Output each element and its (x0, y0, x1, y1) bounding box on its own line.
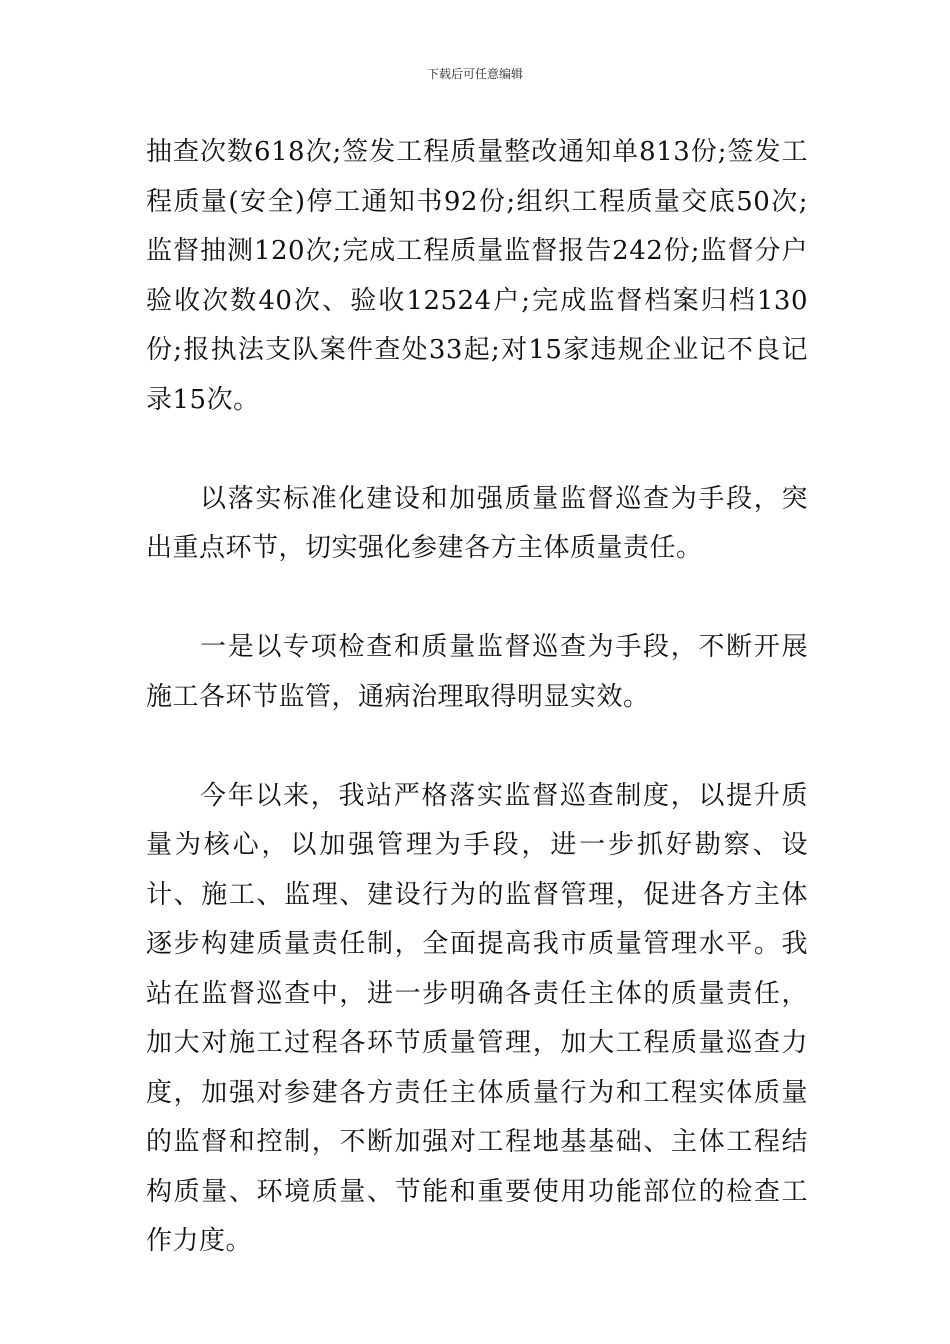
paragraph-supervision-patrol: 今年以来，我站严格落实监督巡查制度，以提升质量为核心，以加强管理为手段，进一步抓好勘察、设计、施工、监理、建设行为的监督管理，促进各方主体逐步构建质量责任制，全面提高我市质量管理水平。我站在监督巡查中，进一步明确各责任主体的质量责任，加大对施工过程各环节质量管理，加大工程质量巡查力度，加强对参建各方责任主体质量行为和工程实体质量的监督和控制，不断加强对工程地基基础、主体工程结构质量、环境质量、节能和重要使用功能部位的检查工作力度。 (146, 780, 808, 1256)
paragraph-statistics: 抽查次数618次;签发工程质量整改通知单813份;签发工程质量(安全)停工通知书92份;组织工程质量交底50次;监督抽测120次;完成工程质量监督报告242份;监督分户验收次数40次、验收12524户;完成监督档案归档130份;报执法支队案件查处33起;对15家违规企业记不良记录15次。 (146, 137, 808, 415)
document-body (146, 128, 808, 1267)
paragraph-standardization: 以落实标准化建设和加强质量监督巡查为手段，突出重点环节，切实强化参建各方主体质量责任。 (146, 483, 808, 563)
paragraph-special-inspection: 一是以专项检查和质量监督巡查为手段，不断开展施工各环节监管，通病治理取得明显实效。 (146, 632, 808, 712)
header-note: 下载后可任意编辑 (426, 67, 523, 81)
